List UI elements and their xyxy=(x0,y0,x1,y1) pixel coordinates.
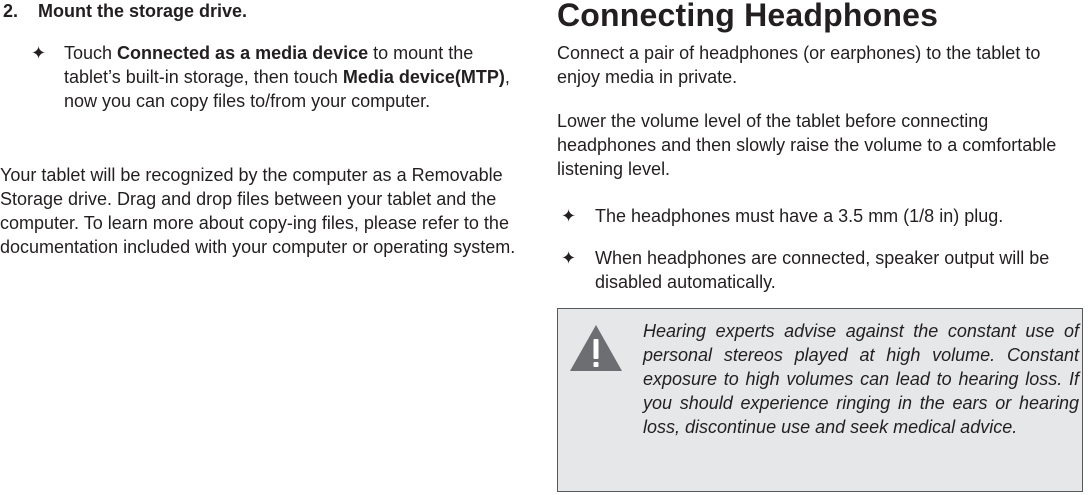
warning-note xyxy=(557,308,1083,492)
recognized-paragraph: Your tablet will be recognized by the computer as a Removable Storage drive. Drag and drop files between your tablet and the computer. To learn more about copy-ing files, please refer to the documentation included with your computer or operating system. xyxy=(0,165,516,257)
step-number: 2. xyxy=(3,1,19,21)
bullet-text-2: to mount the tablet’s built-in storage, then touch xyxy=(64,43,474,87)
star-bullet-icon: ✦ xyxy=(561,248,577,268)
warning-text: Hearing experts advise against the constant use of personal stereos played at high volume. Constant exposure to high volumes can lead to hearing loss. If you should experience ringing in the ears or hearing loss, discontinue use and seek medical advice. xyxy=(643,321,1079,437)
star-bullet-icon: ✦ xyxy=(31,43,47,63)
intro-paragraph: Connect a pair of headphones (or earphones) to the tablet to enjoy media in private. xyxy=(557,43,1041,87)
volume-paragraph: Lower the volume level of the tablet before connecting headphones and then slowly raise the volume to a comfortable listening level. xyxy=(557,111,1057,179)
warning-triangle-icon xyxy=(568,323,624,373)
step-heading xyxy=(3,0,247,22)
section-heading: Connecting Headphones xyxy=(557,0,939,33)
bullet-speaker-disabled: When headphones are connected, speaker output will be disabled automatically. xyxy=(595,248,1050,292)
step-title: Mount the storage drive. xyxy=(38,1,248,21)
bullet-item-connect xyxy=(64,41,514,113)
bullet-text-3: , now you can copy files to/from your computer. xyxy=(64,67,510,111)
bullet-plug-size: The headphones must have a 3.5 mm (1/8 in) plug. xyxy=(595,206,1004,226)
bullet-text-1: Touch xyxy=(64,43,118,63)
star-bullet-icon: ✦ xyxy=(561,206,577,226)
connected-as-media-device-label: Connected as a media device xyxy=(117,43,369,63)
media-device-mtp-label: Media device(MTP) xyxy=(342,67,505,87)
